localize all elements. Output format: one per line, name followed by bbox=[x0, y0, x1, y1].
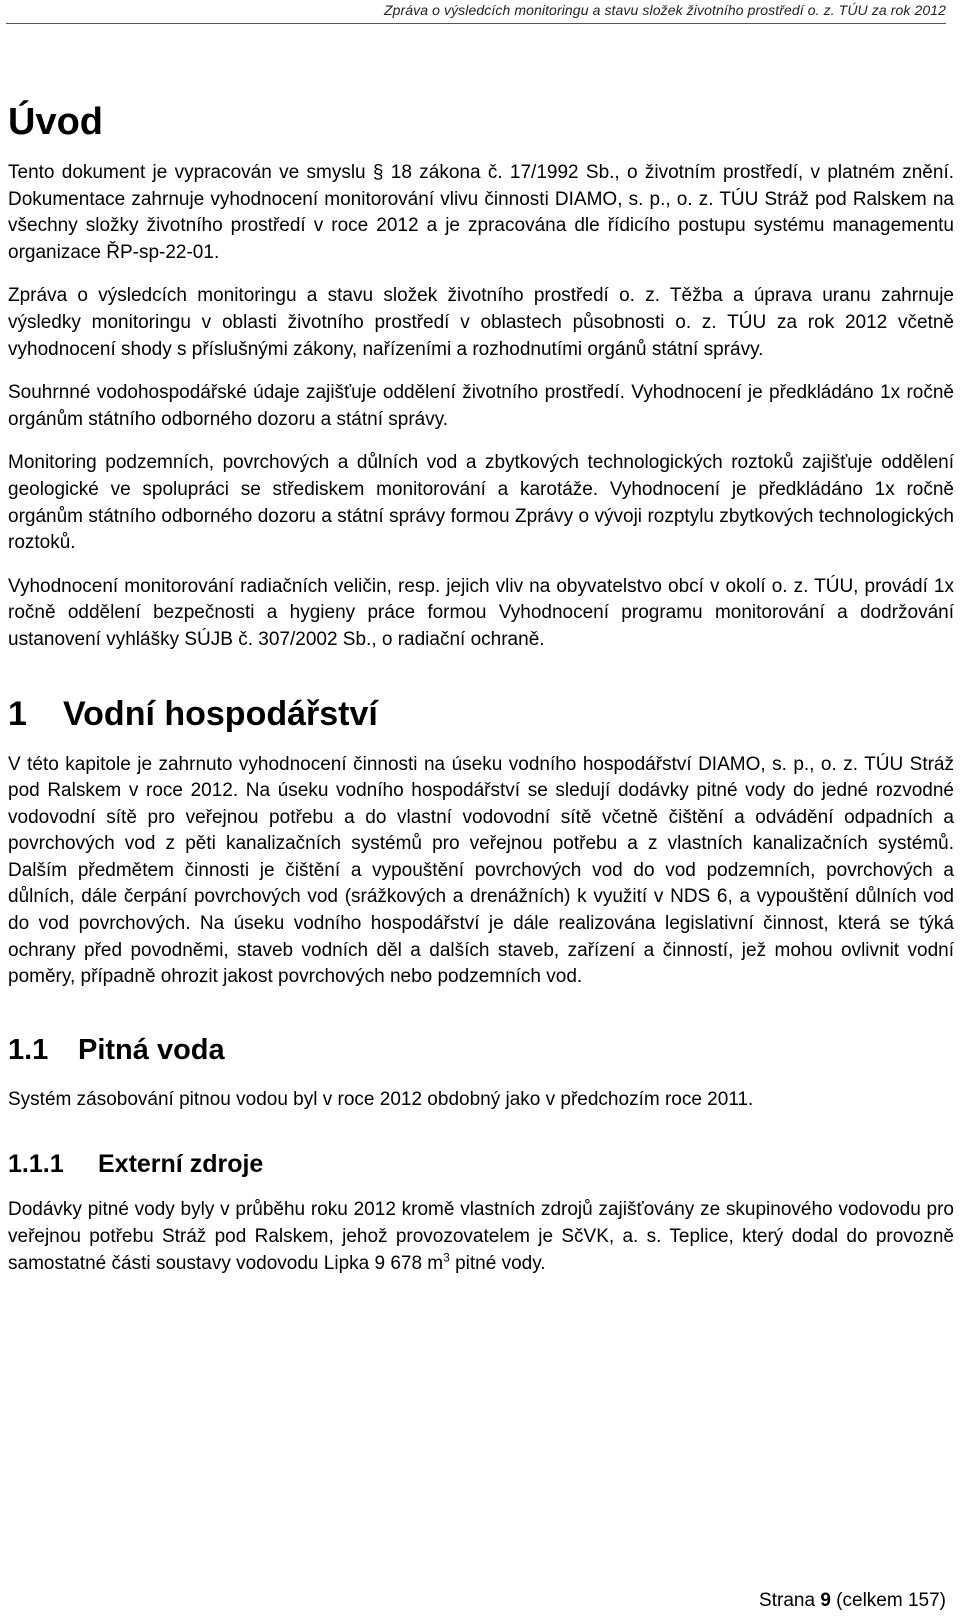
intro-paragraph-5: Vyhodnocení monitorování radiačních veličin, resp. jejich vliv na obyvatelstvo obcí v okolí o. z. TÚU, provádí 1x ročně oddělení bezpečnosti a hygieny práce formou Vyhodnocení programu monitorování a dodržování ustanovení vyhlášky SÚJB č. 307/2002 Sb., o radiační ochraně. bbox=[8, 575, 954, 650]
running-header: Zpráva o výsledcích monitoringu a stavu složek životního prostředí o. z. TÚU za rok 2012 bbox=[383, 2, 946, 18]
page-number: 9 bbox=[820, 1590, 831, 1611]
chapter-1-title: Vodní hospodářství bbox=[63, 694, 378, 733]
section-1-1-1-number: 1.1.1 bbox=[8, 1150, 64, 1179]
section-1-1-number: 1.1 bbox=[8, 1033, 49, 1066]
section-1-1-title: Pitná voda bbox=[78, 1033, 225, 1066]
chapter-1-heading bbox=[8, 694, 954, 734]
section-1-1-1-text-end: pitné vody. bbox=[449, 1252, 546, 1274]
intro-heading: Úvod bbox=[8, 101, 103, 143]
section-1-1-paragraph: Systém zásobování pitnou vodou byl v roce 2012 obdobný jako v předchozím roce 2011. bbox=[8, 1088, 754, 1110]
section-1-1-1-text: Dodávky pitné vody byly v průběhu roku 2012 kromě vlastních zdrojů zajišťovány ze skupinového vodovodu pro veřejnou potřebu Stráž pod Ralskem, jehož provozovatelem je SčVK, a. s. Teplice, který dodal do provozně samostatné části soustavy vodovodu Lipka 9 678 m bbox=[8, 1199, 954, 1274]
section-1-1-1-heading bbox=[8, 1149, 954, 1179]
section-1-1-heading bbox=[8, 1033, 954, 1067]
intro-paragraph-2: Zpráva o výsledcích monitoringu a stavu složek životního prostředí o. z. Těžba a úprava uranu zahrnuje výsledky monitoringu v oblasti životního prostředí v oblastech působnosti o. z. TÚU za rok 2012 včetně vyhodnocení shody s příslušnými zákony, nařízeními a rozhodnutími orgánů státní správy. bbox=[8, 285, 954, 360]
chapter-1-number: 1 bbox=[8, 694, 27, 733]
section-1-1-1-title: Externí zdroje bbox=[98, 1150, 264, 1179]
cubic-unit-superscript: 3 bbox=[443, 1250, 450, 1265]
page-footer bbox=[759, 1590, 946, 1612]
page-label: Strana bbox=[759, 1590, 821, 1611]
intro-paragraph-3: Souhrnné vodohospodářské údaje zajišťuje oddělení životního prostředí. Vyhodnocení je předkládáno 1x ročně orgánům státního odborného dozoru a státní správy. bbox=[8, 382, 954, 430]
page-total: (celkem 157) bbox=[830, 1590, 946, 1611]
document-body bbox=[8, 100, 954, 1294]
intro-paragraph-1: Tento dokument je vypracován ve smyslu § 18 zákona č. 17/1992 Sb., o životním prostředí, v platném znění. Dokumentace zahrnuje vyhodnocení monitorování vlivu činnosti DIAMO, s. p., o. z. TÚU Stráž pod Ralskem na všechny složky životního prostředí v roce 2012 a je zpracována dle řídicího postupu systému managementu organizace ŘP-sp-22-01. bbox=[8, 162, 954, 263]
chapter-1-paragraph: V této kapitole je zahrnuto vyhodnocení činnosti na úseku vodního hospodářství DIAMO, s. p., o. z. TÚU Stráž pod Ralskem v roce 2012. Na úseku vodního hospodářství se sledují dodávky pitné vody do jedné rozvodné vodovodní sítě pro veřejnou potřebu a do vlastní vodovodní sítě včetně čištění a odvádění odpadních a povrchových vod z pěti kanalizačních systémů pro veřejnou potřebu a z vlastních kanalizačních systémů. Dalším předmětem činnosti je čištění a vypouštění povrchových vod do vod podzemních, povrchových a důlních, dále čerpání povrchových vod (srážkových a drenážních) k využití v NDS 6, a vypouštění důlních vod do vod povrchových. Na úseku vodního hospodářství je dále realizována legislativní činnost, která se týká ochrany před povodněmi, staveb vodních děl a dalších staveb, zařízení a činností, jež mohou ovlivnit vodní poměry, případně ohrozit jakost povrchových nebo podzemních vod. bbox=[8, 753, 954, 988]
section-1-1-1-paragraph bbox=[8, 1197, 954, 1277]
header-divider bbox=[6, 23, 946, 24]
intro-paragraph-4: Monitoring podzemních, povrchových a důlních vod a zbytkových technologických roztoků zajišťuje oddělení geologické ve spolupráci se střediskem monitorování a karotáže. Vyhodnocení je předkládáno 1x ročně orgánům státního odborného dozoru a státní správy formou Zprávy o vývoji rozptylu zbytkových technologických roztoků. bbox=[8, 452, 954, 554]
